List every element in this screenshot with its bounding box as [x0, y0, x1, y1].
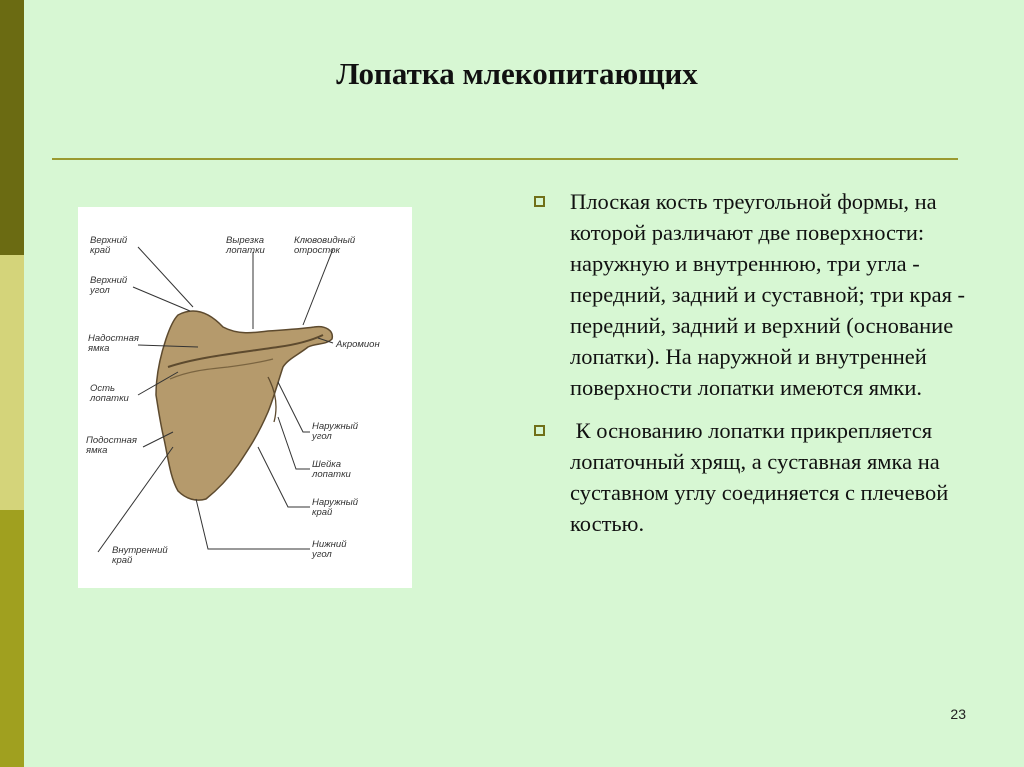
bullet-text: Плоская кость треугольной формы, на которой различают две поверхности: наружную и внутреннюю, три угла - передний, задний и суставной; три края - передний, задний и верхний (основание лопатки). На наружной и внутренней поверхности лопатки имеются ямки.: [570, 189, 966, 400]
page-number: 23: [950, 706, 966, 722]
bullet-item: [534, 415, 974, 539]
square-bullet-icon: [534, 196, 545, 207]
label-spine-1: Ость: [90, 383, 116, 394]
label-neck-1: Шейка: [312, 459, 342, 470]
scapula-bone-shape: [156, 311, 332, 500]
label-infraspinous-1: Подостная: [86, 435, 137, 446]
label-spine-2: лопатки: [90, 393, 129, 404]
label-neck-2: лопатки: [312, 469, 351, 480]
label-supraspinous-1: Надостная: [88, 333, 139, 344]
label-lateral-angle-1: Наружный: [312, 421, 359, 432]
scapula-figure: [78, 207, 412, 588]
decor-stripe-top: [0, 0, 24, 255]
label-medial-edge-1: Внутренний: [112, 545, 168, 556]
bullet-item: [534, 186, 974, 403]
label-infraspinous-2: ямка: [86, 445, 108, 456]
label-medial-edge-2: край: [112, 555, 133, 566]
label-notch-2: лопатки: [226, 245, 265, 256]
scapula-illustration: [78, 207, 412, 588]
title-divider: [52, 158, 958, 160]
label-supraspinous-2: ямка: [88, 343, 110, 354]
label-acromion: Акромион: [336, 339, 380, 350]
label-lower-angle-2: угол: [312, 549, 332, 560]
decor-stripe-bottom: [0, 510, 24, 767]
label-upper-edge-2: край: [90, 245, 111, 256]
label-lower-angle-1: Нижний: [312, 539, 347, 550]
label-notch-1: Вырезка: [226, 235, 264, 246]
label-coracoid-1: Клювовидный: [294, 235, 356, 246]
slide-title: Лопатка млекопитающих: [336, 56, 698, 91]
label-upper-angle-2: угол: [90, 285, 110, 296]
label-upper-edge-1: Верхний: [90, 235, 128, 246]
label-upper-angle-1: Верхний: [90, 275, 128, 286]
label-lateral-angle-2: угол: [312, 431, 332, 442]
label-coracoid-2: отросток: [294, 245, 340, 256]
bullet-text: К основанию лопатки прикрепляется лопаточный хрящ, а суставная ямка на суставном углу соединяется с плечевой костью.: [570, 418, 954, 536]
label-lateral-edge-1: Наружный: [312, 497, 359, 508]
decor-stripe-middle: [0, 255, 24, 510]
square-bullet-icon: [534, 425, 545, 436]
bullet-list: [534, 186, 974, 551]
label-lateral-edge-2: край: [312, 507, 333, 518]
